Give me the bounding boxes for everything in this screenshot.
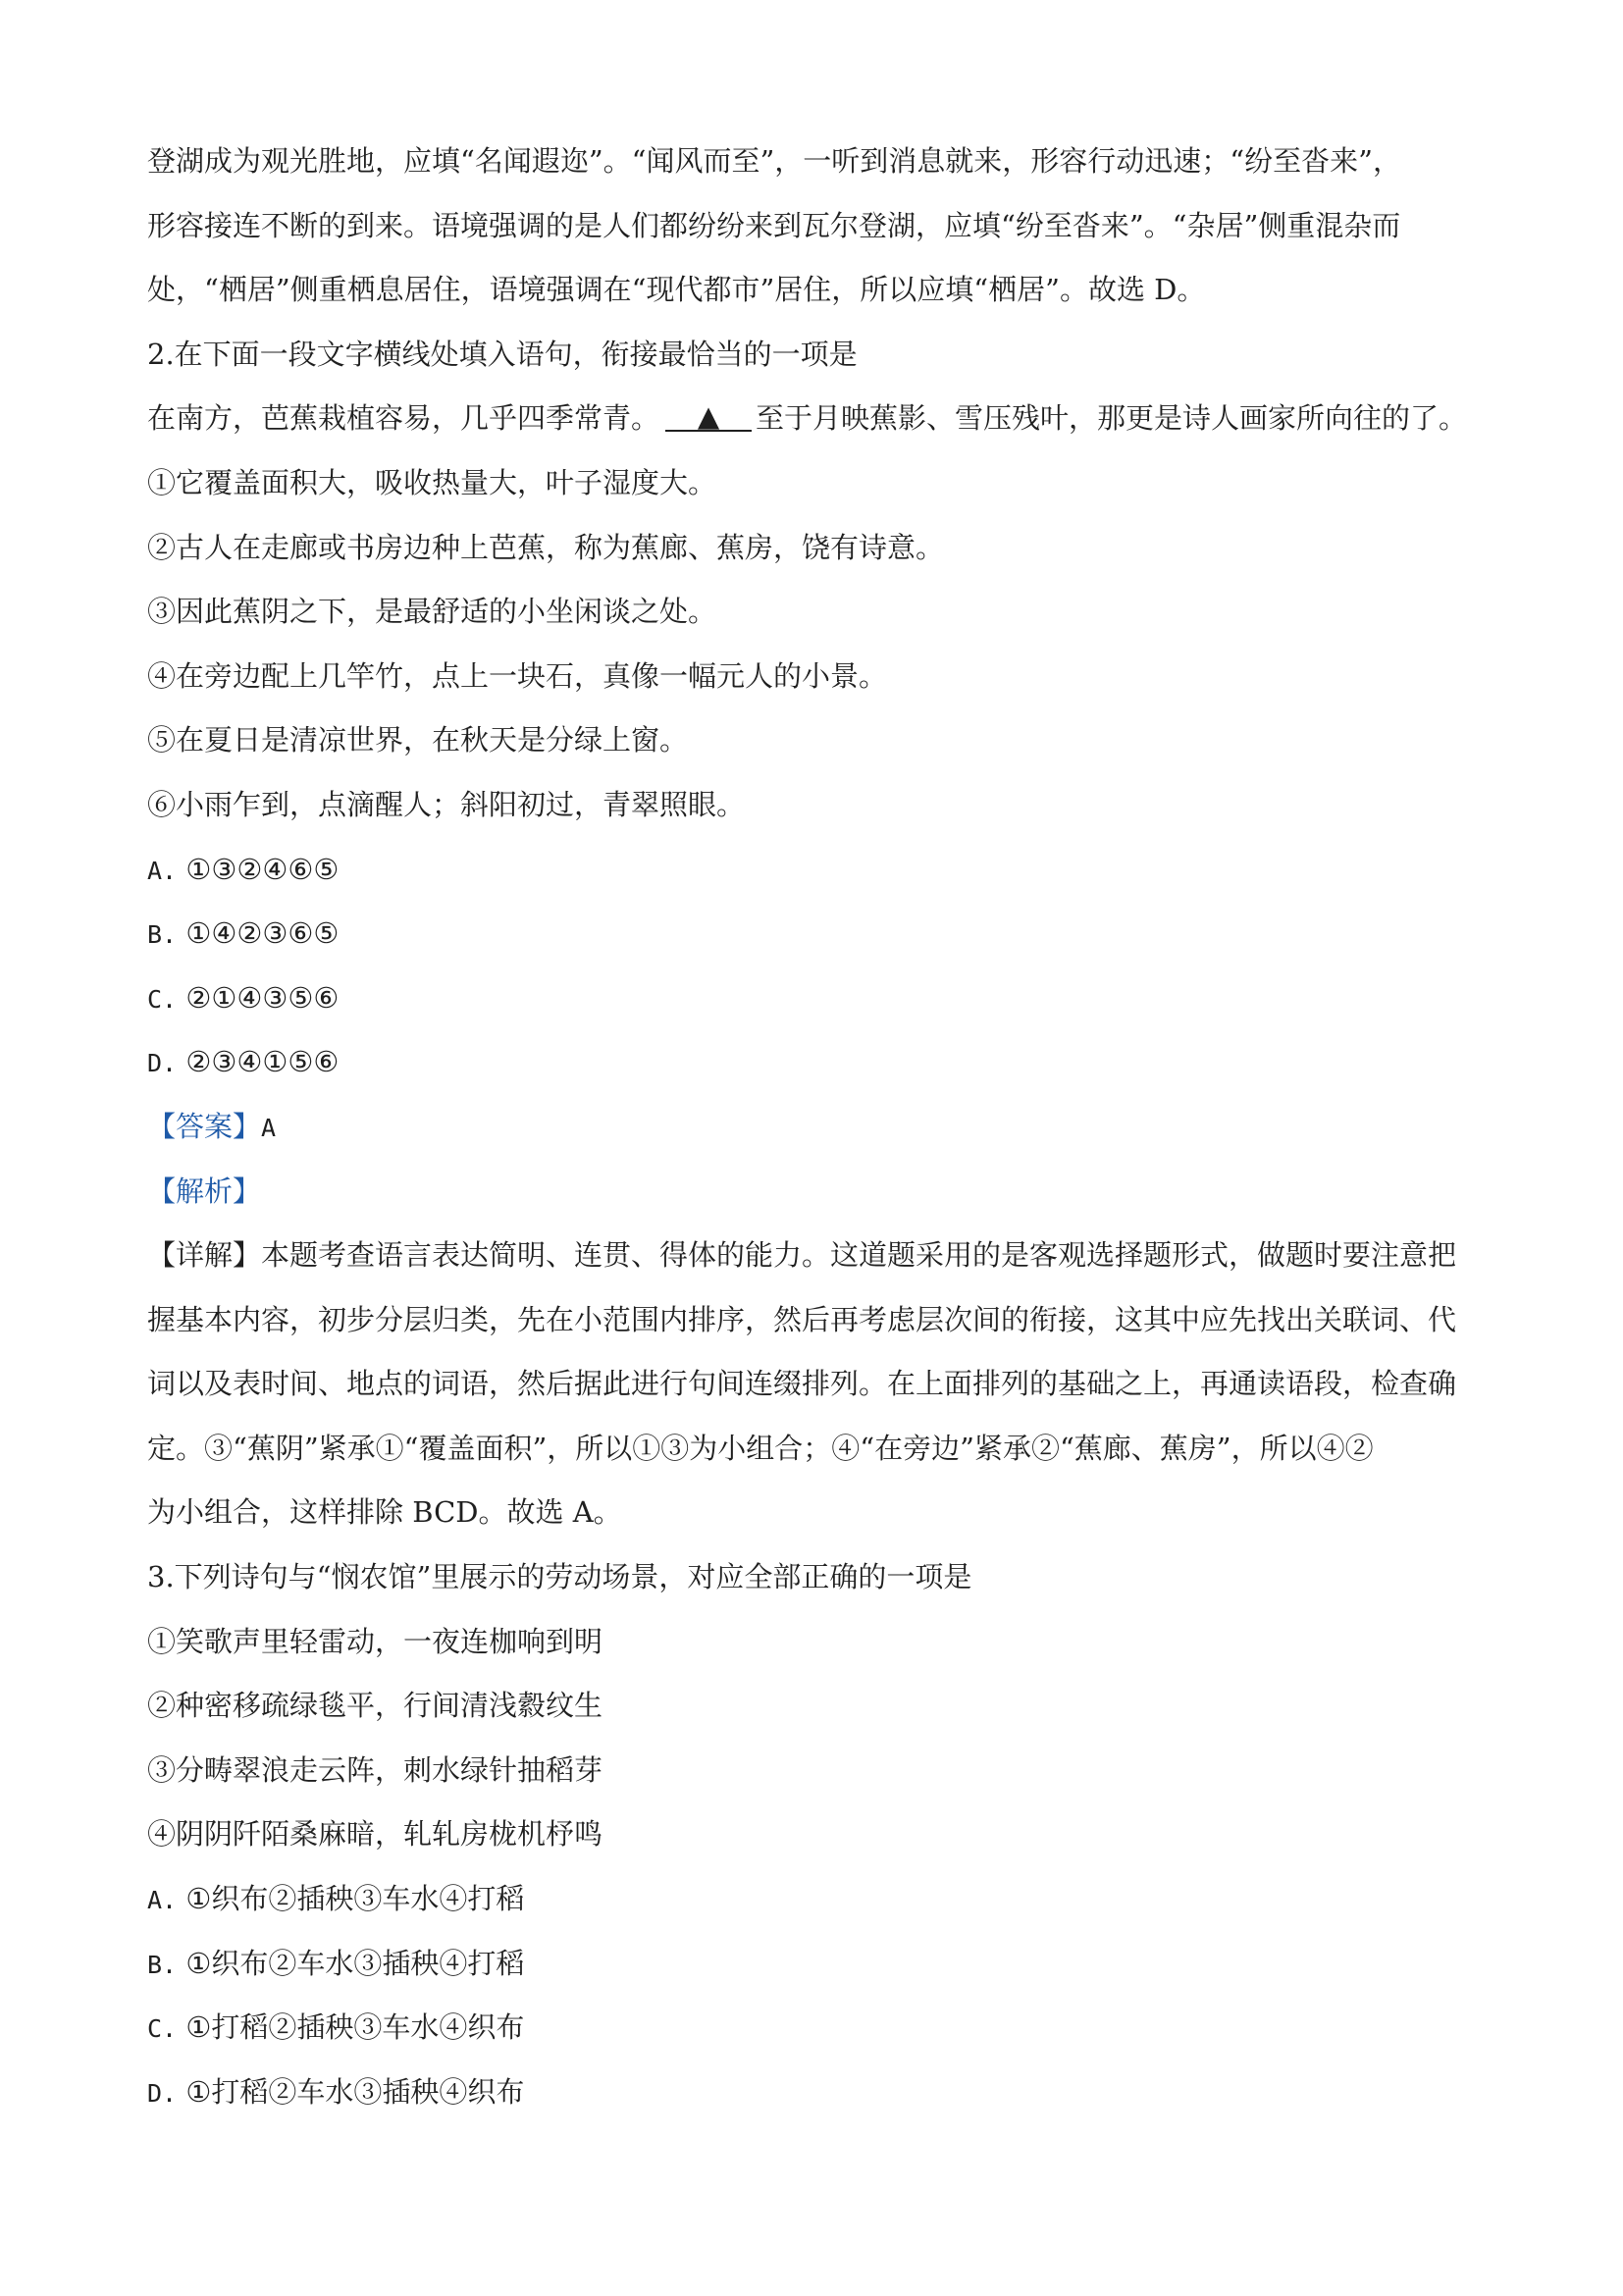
option-a bbox=[147, 838, 1501, 903]
sentence-item: ③因此蕉阴之下，是最舒适的小坐闲谈之处。 bbox=[147, 595, 717, 629]
question-3-stem: 3.下列诗句与“悯农馆”里展示的劳动场景，对应全部正确的一项是 bbox=[147, 1560, 972, 1594]
detail-text: 本题考查语言表达简明、连贯、得体的能力。这道题采用的是客观选择题形式，做题时要注意把 bbox=[261, 1238, 1457, 1273]
analysis-line bbox=[147, 1160, 1501, 1225]
sentence-item: ⑤在夏日是清凉世界，在秋天是分绿上窗。 bbox=[147, 723, 689, 757]
analysis-tag: 【解析】 bbox=[147, 1174, 262, 1208]
poem-item: ②种密移疏绿毯平，行间清浅縠纹生 bbox=[147, 1689, 603, 1723]
option-b bbox=[147, 1932, 1501, 1997]
option-d bbox=[147, 1030, 1501, 1095]
detail-line: 词以及表时间、地点的词语，然后据此进行句间连缀排列。在上面排列的基础之上，再通读语段，检查确 bbox=[147, 1367, 1457, 1401]
sentence-item: ②古人在走廊或书房边种上芭蕉，称为蕉廊、蕉房，饶有诗意。 bbox=[147, 530, 945, 564]
passage-before: 在南方，芭蕉栽植容易，几乎四季常青。 bbox=[147, 401, 660, 436]
question-2-stem: 2.在下面一段文字横线处填入语句，衔接最恰当的一项是 bbox=[147, 337, 858, 371]
option-text: ①④②③⑥⑤ bbox=[185, 916, 340, 951]
option-text: ①织布②车水③插秧④打稻 bbox=[185, 1946, 525, 1980]
sentence-item: ①它覆盖面积大，吸收热量大，叶子湿度大。 bbox=[147, 465, 717, 499]
option-letter: C. bbox=[147, 984, 178, 1014]
option-text: ①打稻②车水③插秧④织布 bbox=[185, 2074, 525, 2109]
option-a bbox=[147, 1867, 1501, 1932]
sentence-item: ④在旁边配上几竿竹，点上一块石，真像一幅元人的小景。 bbox=[147, 658, 888, 693]
option-letter: B. bbox=[147, 920, 178, 950]
option-text: ①织布②插秧③车水④打稻 bbox=[185, 1882, 525, 1916]
answer-value: A bbox=[261, 1113, 277, 1142]
detail-tag: 【详解】 bbox=[147, 1238, 262, 1273]
answer-tag: 【答案】 bbox=[147, 1109, 262, 1143]
option-text: ②①④③⑤⑥ bbox=[185, 980, 340, 1015]
option-c bbox=[147, 966, 1501, 1031]
option-text: ①打稻②插秧③车水④织布 bbox=[185, 2010, 525, 2045]
detail-line: 握基本内容，初步分层归类，先在小范围内排序，然后再考虑层次间的衔接，这其中应先找出关联词、代 bbox=[147, 1302, 1457, 1336]
question-2-passage bbox=[147, 387, 1501, 451]
triangle-marker-icon: ▲ bbox=[697, 399, 720, 434]
option-letter: D. bbox=[147, 1049, 178, 1078]
option-letter: D. bbox=[147, 2078, 178, 2108]
detail-line: 定。③“蕉阴”紧承①“覆盖面积”，所以①③为小组合；④“在旁边”紧承②“蕉廊、蕉房”，所以④② bbox=[147, 1431, 1374, 1465]
poem-item: ①笑歌声里轻雷动，一夜连枷响到明 bbox=[147, 1624, 603, 1658]
option-d bbox=[147, 2061, 1501, 2125]
q1-analysis-line: 形容接连不断的到来。语境强调的是人们都纷纷来到瓦尔登湖，应填“纷至沓来”。“杂居”侧重混杂而 bbox=[147, 208, 1401, 242]
option-b bbox=[147, 902, 1501, 966]
option-c bbox=[147, 1996, 1501, 2061]
option-text: ②③④①⑤⑥ bbox=[185, 1045, 340, 1079]
passage-after: 至于月映蕉影、雪压残叶，那更是诗人画家所向往的了。 bbox=[756, 401, 1468, 436]
option-text: ①③②④⑥⑤ bbox=[185, 852, 340, 886]
answer-line bbox=[147, 1095, 1501, 1160]
option-letter: A. bbox=[147, 1886, 178, 1915]
poem-item: ③分畴翠浪走云阵，刺水绿针抽稻芽 bbox=[147, 1752, 603, 1787]
poem-item: ④阴阴阡陌桑麻暗，轧轧房栊机杼鸣 bbox=[147, 1817, 603, 1852]
detail-line: 为小组合，这样排除 BCD。故选 A。 bbox=[147, 1495, 622, 1530]
q1-analysis-line: 处，“栖居”侧重栖息居住，语境强调在“现代都市”居住，所以应填“栖居”。故选 D。 bbox=[147, 273, 1206, 307]
option-letter: C. bbox=[147, 2014, 178, 2044]
option-letter: B. bbox=[147, 1950, 178, 1979]
q1-analysis-line: 登湖成为观光胜地，应填“名闻遐迩”。“闻风而至”，一听到消息就来，形容行动迅速；“纷至沓来”， bbox=[147, 144, 1401, 178]
fill-in-blank bbox=[665, 399, 752, 434]
sentence-item: ⑥小雨乍到，点滴醒人；斜阳初过，青翠照眼。 bbox=[147, 787, 746, 821]
option-letter: A. bbox=[147, 856, 178, 885]
detail-line bbox=[147, 1224, 1501, 1288]
document-body bbox=[147, 130, 1501, 2124]
